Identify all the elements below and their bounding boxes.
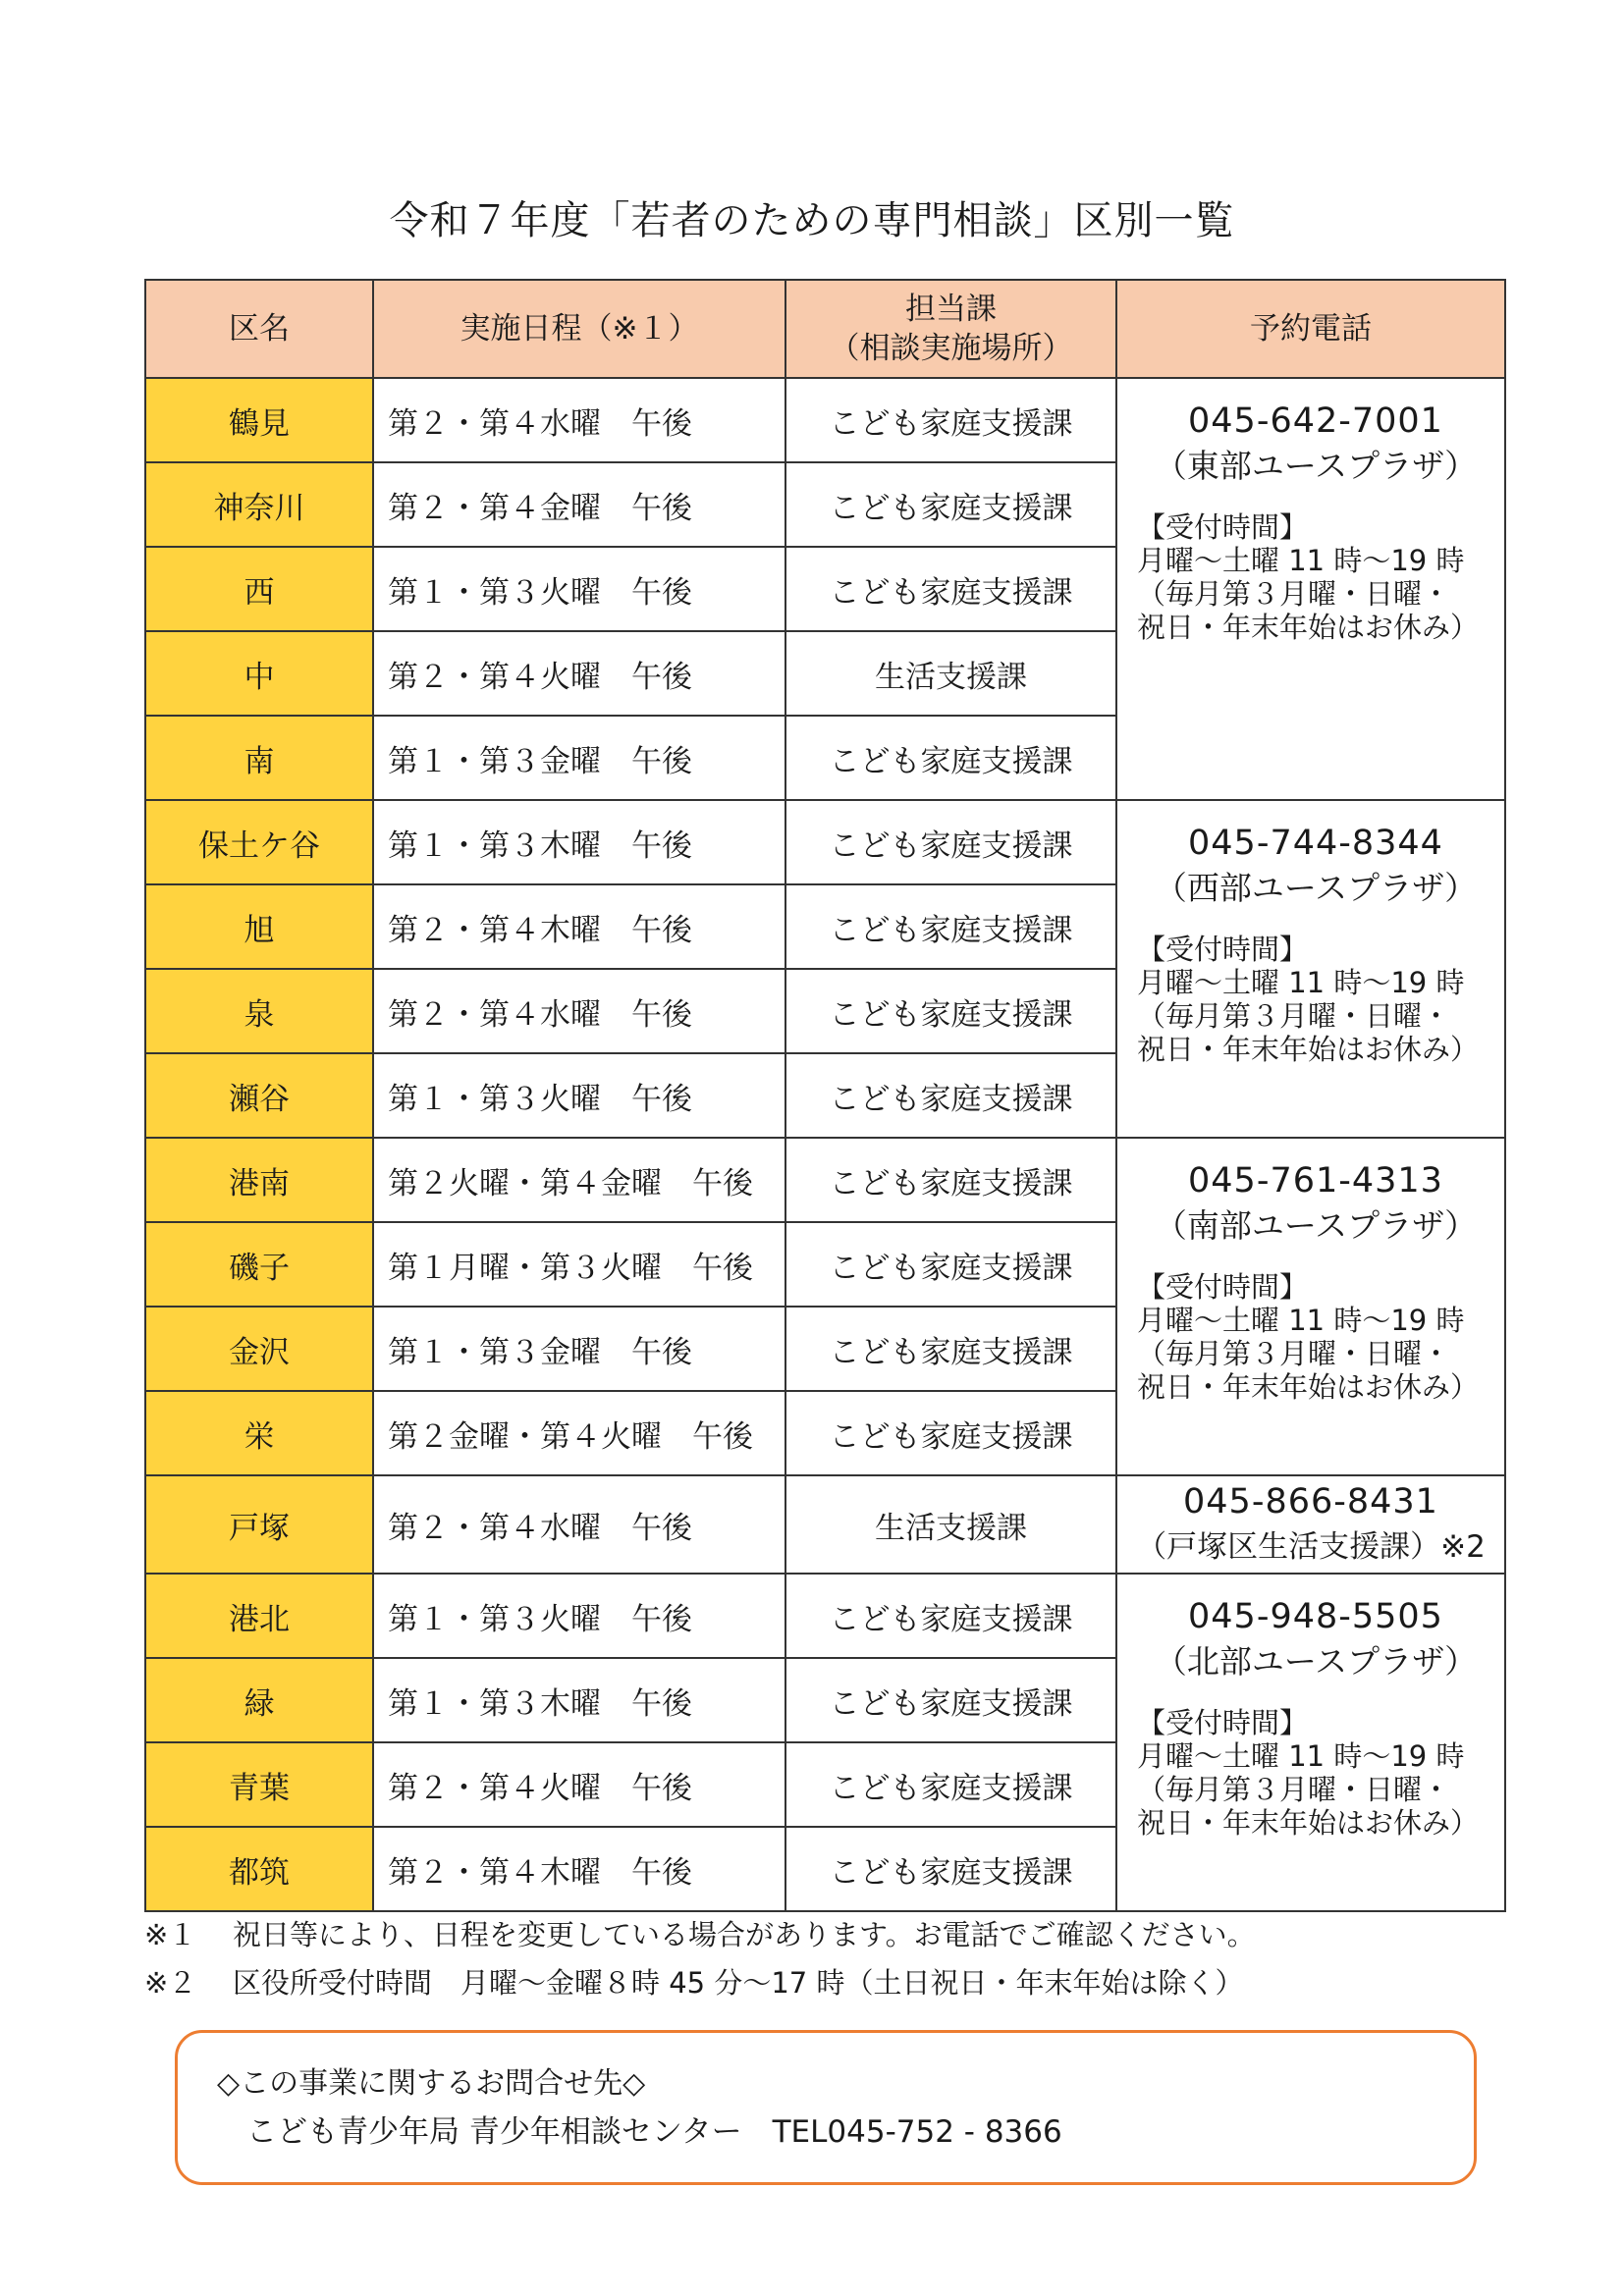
- ward-name: 港南: [145, 1138, 373, 1222]
- phone-center: （西部ユースプラザ）: [1154, 869, 1478, 907]
- department: こども家庭支援課: [785, 1222, 1116, 1307]
- phone-center: （東部ユースプラザ）: [1154, 447, 1478, 485]
- phone-cell-north: [1116, 1574, 1505, 1911]
- department: こども家庭支援課: [785, 1053, 1116, 1138]
- phone-center: （北部ユースプラザ）: [1154, 1642, 1478, 1681]
- ward-name: 旭: [145, 884, 373, 969]
- hours-days: 月曜～土曜 11 時～19 時: [1137, 544, 1465, 577]
- department: 生活支援課: [785, 1475, 1116, 1574]
- schedule: 第１・第３火曜 午後: [373, 547, 785, 631]
- hours-closed: 祝日・年末年始はお休み）: [1137, 1033, 1480, 1066]
- department: こども家庭支援課: [785, 800, 1116, 884]
- header-dept: [785, 280, 1116, 378]
- department: こども家庭支援課: [785, 1742, 1116, 1827]
- table-row: [145, 1574, 1505, 1658]
- schedule: 第１・第３木曜 午後: [373, 800, 785, 884]
- contact-box: [175, 2030, 1477, 2185]
- table-header-row: [145, 280, 1505, 378]
- department: こども家庭支援課: [785, 1138, 1116, 1222]
- footnote-1: [144, 1915, 1256, 1954]
- ward-name: 南: [145, 716, 373, 800]
- hours-days: 月曜～土曜 11 時～19 時: [1137, 1304, 1465, 1337]
- footnote-text: 区役所受付時間 月曜～金曜８時 45 分～17 時（土日祝日・年末年始は除く）: [233, 1966, 1244, 2000]
- department: こども家庭支援課: [785, 378, 1116, 462]
- hours-closed: 祝日・年末年始はお休み）: [1137, 1370, 1480, 1404]
- ward-name: 磯子: [145, 1222, 373, 1307]
- department: 生活支援課: [785, 631, 1116, 716]
- ward-name: 保土ケ谷: [145, 800, 373, 884]
- schedule: 第２・第４火曜 午後: [373, 631, 785, 716]
- hours-closed: （毎月第３月曜・日曜・: [1137, 999, 1451, 1033]
- ward-name: 戸塚: [145, 1475, 373, 1574]
- hours-days: 月曜～土曜 11 時～19 時: [1137, 1739, 1465, 1773]
- phone-number[interactable]: 045-761-4313: [1188, 1161, 1443, 1201]
- hours-closed: （毎月第３月曜・日曜・: [1137, 1337, 1451, 1370]
- ward-name: 港北: [145, 1574, 373, 1658]
- schedule: 第２・第４木曜 午後: [373, 1827, 785, 1911]
- header-dept-line2: （相談実施場所）: [829, 331, 1073, 366]
- hours-label: 【受付時間】: [1137, 510, 1309, 544]
- reception-hours: [1137, 510, 1494, 644]
- department: こども家庭支援課: [785, 462, 1116, 547]
- ward-name: 都筑: [145, 1827, 373, 1911]
- header-phone: 予約電話: [1116, 280, 1505, 378]
- hours-days: 月曜～土曜 11 時～19 時: [1137, 966, 1465, 999]
- department: こども家庭支援課: [785, 884, 1116, 969]
- footnote-mark: ※２: [144, 1966, 197, 2000]
- hours-label: 【受付時間】: [1137, 1706, 1309, 1739]
- schedule: 第２・第４水曜 午後: [373, 378, 785, 462]
- ward-name: 泉: [145, 969, 373, 1053]
- department: こども家庭支援課: [785, 969, 1116, 1053]
- schedule: 第１月曜・第３火曜 午後: [373, 1222, 785, 1307]
- hours-closed: 祝日・年末年始はお休み）: [1137, 1806, 1480, 1840]
- contact-heading: ◇この事業に関するお問合せ先◇: [217, 2066, 646, 2101]
- department: こども家庭支援課: [785, 1827, 1116, 1911]
- ward-name: 栄: [145, 1391, 373, 1475]
- footnote-mark: ※１: [144, 1918, 197, 1951]
- department: こども家庭支援課: [785, 1307, 1116, 1391]
- hours-closed: （毎月第３月曜・日曜・: [1137, 1773, 1451, 1806]
- ward-name: 神奈川: [145, 462, 373, 547]
- header-schedule: 実施日程（※１）: [373, 280, 785, 378]
- department: こども家庭支援課: [785, 1391, 1116, 1475]
- hours-label: 【受付時間】: [1137, 1270, 1309, 1304]
- schedule: 第１・第３金曜 午後: [373, 716, 785, 800]
- reception-hours: [1137, 1270, 1494, 1404]
- hours-label: 【受付時間】: [1137, 933, 1309, 966]
- phone-number[interactable]: 045-642-7001: [1188, 401, 1443, 441]
- ward-name: 緑: [145, 1658, 373, 1742]
- department: こども家庭支援課: [785, 716, 1116, 800]
- phone-number[interactable]: 045-948-5505: [1188, 1597, 1443, 1636]
- department: こども家庭支援課: [785, 547, 1116, 631]
- hours-closed: 祝日・年末年始はお休み）: [1137, 611, 1480, 644]
- schedule: 第２・第４木曜 午後: [373, 884, 785, 969]
- reception-hours: [1137, 933, 1494, 1066]
- phone-number[interactable]: 045-744-8344: [1188, 824, 1443, 863]
- schedule: 第１・第３金曜 午後: [373, 1307, 785, 1391]
- header-ward: 区名: [145, 280, 373, 378]
- phone-cell-east: [1116, 378, 1505, 800]
- table-row: [145, 1475, 1505, 1574]
- schedule: 第２・第４水曜 午後: [373, 969, 785, 1053]
- schedule: 第２火曜・第４金曜 午後: [373, 1138, 785, 1222]
- ward-name: 鶴見: [145, 378, 373, 462]
- contact-info: こども青少年局 青少年相談センター TEL045-752 - 8366: [246, 2114, 1062, 2150]
- consultation-schedule-table: [144, 279, 1506, 1912]
- phone-number[interactable]: 045-866-8431: [1183, 1482, 1438, 1522]
- ward-name: 青葉: [145, 1742, 373, 1827]
- schedule: 第１・第３木曜 午後: [373, 1658, 785, 1742]
- department: こども家庭支援課: [785, 1574, 1116, 1658]
- footnote-2: [144, 1963, 1243, 2002]
- footnote-text: 祝日等により、日程を変更している場合があります。お電話でご確認ください。: [233, 1918, 1256, 1951]
- schedule: 第２・第４水曜 午後: [373, 1475, 785, 1574]
- schedule: 第２金曜・第４火曜 午後: [373, 1391, 785, 1475]
- schedule: 第１・第３火曜 午後: [373, 1574, 785, 1658]
- reception-hours: [1137, 1706, 1494, 1840]
- schedule: 第２・第４金曜 午後: [373, 462, 785, 547]
- phone-cell-totsuka: [1116, 1475, 1505, 1574]
- page-title: 令和７年度「若者のための専門相談」区別一覧: [389, 198, 1235, 243]
- schedule: 第１・第３火曜 午後: [373, 1053, 785, 1138]
- ward-name: 瀬谷: [145, 1053, 373, 1138]
- department: こども家庭支援課: [785, 1658, 1116, 1742]
- phone-center: （南部ユースプラザ）: [1154, 1206, 1478, 1245]
- hours-closed: （毎月第３月曜・日曜・: [1137, 577, 1451, 611]
- table-row: [145, 378, 1505, 462]
- table-row: [145, 800, 1505, 884]
- ward-name: 西: [145, 547, 373, 631]
- ward-name: 中: [145, 631, 373, 716]
- table-row: [145, 1138, 1505, 1222]
- phone-note: （戸塚区生活支援課）※2: [1136, 1529, 1486, 1565]
- phone-cell-south: [1116, 1138, 1505, 1475]
- header-dept-line1: 担当課: [905, 292, 997, 327]
- ward-name: 金沢: [145, 1307, 373, 1391]
- schedule: 第２・第４火曜 午後: [373, 1742, 785, 1827]
- phone-cell-west: [1116, 800, 1505, 1138]
